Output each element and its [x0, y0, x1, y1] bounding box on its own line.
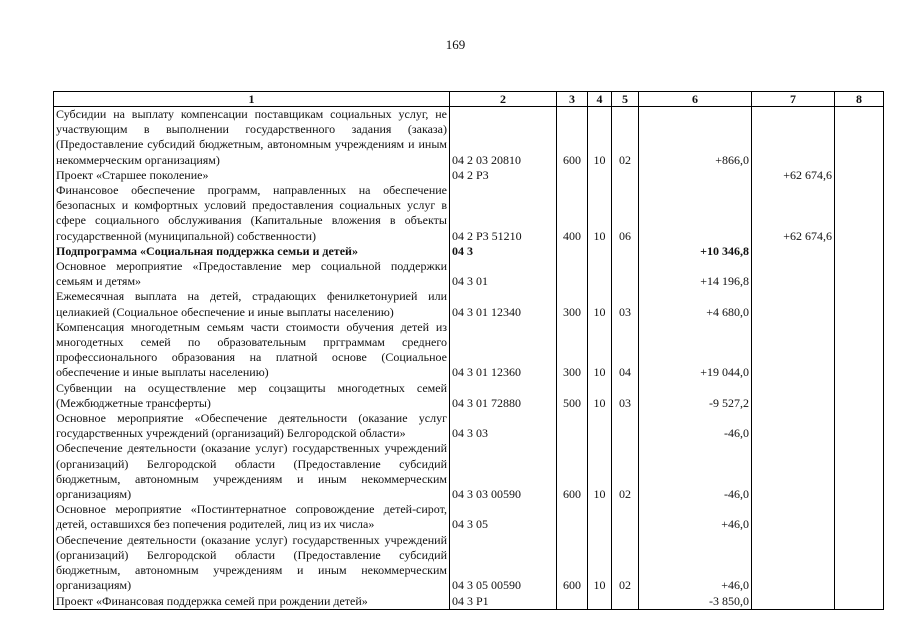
page-number: 169	[445, 37, 466, 52]
row-col-5: 02	[612, 533, 639, 594]
row-col-6: -46,0	[639, 441, 752, 502]
row-name: Основное мероприятие «Предоставление мер социальной поддержки семьям и детям»	[54, 259, 450, 289]
row-code: 04 2 P3 51210	[450, 183, 557, 244]
header-col-5: 5	[612, 92, 639, 107]
row-col-3: 300	[557, 320, 588, 381]
row-col-7	[752, 594, 835, 610]
table-row	[54, 381, 884, 411]
row-code: 04 2 P3	[450, 168, 557, 183]
row-col-6: +46,0	[639, 533, 752, 594]
row-code: 04 3 01 12360	[450, 320, 557, 381]
table-row	[54, 533, 884, 594]
row-col-8	[835, 168, 884, 183]
table-row	[54, 107, 884, 168]
row-name: Проект «Старшее поколение»	[54, 168, 450, 183]
table-row	[54, 289, 884, 319]
row-col-8	[835, 289, 884, 319]
row-col-6: -3 850,0	[639, 594, 752, 610]
row-col-7	[752, 502, 835, 532]
row-code: 04 3 05 00590	[450, 533, 557, 594]
row-name: Финансовое обеспечение программ, направленных на обеспечение безопасных и комфортных условий предоставления социальных услуг в сфере социального обслуживания (Капитальные вложения в объекты государственной (муниципальной) собственности)	[54, 183, 450, 244]
row-code: 04 3 01 12340	[450, 289, 557, 319]
row-col-8	[835, 411, 884, 441]
row-col-4	[588, 502, 612, 532]
row-name: Компенсация многодетным семьям части стоимости обучения детей из многодетных семей по образовательным пргграммам среднего профессионального образования на платной основе (Социальное обеспечение и иные выплаты населению)	[54, 320, 450, 381]
row-col-6: +10 346,8	[639, 244, 752, 259]
row-col-5	[612, 502, 639, 532]
header-col-4: 4	[588, 92, 612, 107]
row-col-8	[835, 244, 884, 259]
row-col-5	[612, 244, 639, 259]
row-col-7: +62 674,6	[752, 168, 835, 183]
row-col-4	[588, 594, 612, 610]
row-col-6: +14 196,8	[639, 259, 752, 289]
row-col-3	[557, 244, 588, 259]
row-col-5: 02	[612, 107, 639, 168]
row-col-6: -9 527,2	[639, 381, 752, 411]
row-name: Субсидии на выплату компенсации поставщикам социальных услуг, не участвующим в выполнении государственного задания (заказа) (Предоставление субсидий бюджетным, автономным учреждениям и иным некоммерческим организациям)	[54, 107, 450, 168]
table-body	[54, 107, 884, 610]
row-col-7	[752, 441, 835, 502]
row-col-6: +46,0	[639, 502, 752, 532]
row-col-8	[835, 502, 884, 532]
row-col-7	[752, 320, 835, 381]
row-col-8	[835, 533, 884, 594]
row-code: 04 3	[450, 244, 557, 259]
row-col-8	[835, 441, 884, 502]
table-row	[54, 594, 884, 610]
row-col-5: 03	[612, 381, 639, 411]
row-col-6: +19 044,0	[639, 320, 752, 381]
row-col-4: 10	[588, 107, 612, 168]
row-col-7	[752, 381, 835, 411]
header-col-6: 6	[639, 92, 752, 107]
table-row	[54, 244, 884, 259]
row-col-7	[752, 259, 835, 289]
row-col-7	[752, 533, 835, 594]
row-col-5: 03	[612, 289, 639, 319]
row-col-3: 600	[557, 107, 588, 168]
header-col-1: 1	[54, 92, 450, 107]
row-col-3	[557, 259, 588, 289]
row-code: 04 2 03 20810	[450, 107, 557, 168]
row-col-8	[835, 594, 884, 610]
table-row	[54, 168, 884, 183]
header-col-7: 7	[752, 92, 835, 107]
row-col-8	[835, 320, 884, 381]
row-col-4	[588, 411, 612, 441]
row-code: 04 3 05	[450, 502, 557, 532]
row-col-7	[752, 107, 835, 168]
row-col-5: 04	[612, 320, 639, 381]
row-col-6: -46,0	[639, 411, 752, 441]
row-code: 04 3 03 00590	[450, 441, 557, 502]
row-col-4	[588, 244, 612, 259]
row-code: 04 3 03	[450, 411, 557, 441]
row-col-4: 10	[588, 441, 612, 502]
row-name: Основное мероприятие «Обеспечение деятельности (оказание услуг государственных учреждений (организаций) Белгородской области»	[54, 411, 450, 441]
row-name: Субвенции на осуществление мер соцзащиты многодетных семей (Межбюджетные трансферты)	[54, 381, 450, 411]
table-row	[54, 441, 884, 502]
row-name: Подпрограмма «Социальная поддержка семьи и детей»	[54, 244, 450, 259]
row-code: 04 3 01 72880	[450, 381, 557, 411]
row-col-8	[835, 107, 884, 168]
row-col-3	[557, 502, 588, 532]
row-col-5	[612, 594, 639, 610]
row-name: Основное мероприятие «Постинтернатное сопровождение детей-сирот, детей, оставшихся без попечения родителей, лиц из их числа»	[54, 502, 450, 532]
row-col-4	[588, 168, 612, 183]
row-col-6	[639, 183, 752, 244]
row-col-6	[639, 168, 752, 183]
table-row	[54, 411, 884, 441]
row-col-7	[752, 244, 835, 259]
table-row	[54, 259, 884, 289]
row-col-6: +866,0	[639, 107, 752, 168]
table-row	[54, 320, 884, 381]
row-col-7	[752, 411, 835, 441]
row-col-3: 600	[557, 533, 588, 594]
header-col-3: 3	[557, 92, 588, 107]
row-col-4: 10	[588, 183, 612, 244]
budget-table	[53, 91, 884, 610]
row-col-4: 10	[588, 533, 612, 594]
row-col-3	[557, 168, 588, 183]
row-col-3: 300	[557, 289, 588, 319]
table-row	[54, 502, 884, 532]
row-col-3	[557, 594, 588, 610]
row-code: 04 3 P1	[450, 594, 557, 610]
header-col-8: 8	[835, 92, 884, 107]
row-col-5	[612, 411, 639, 441]
row-col-8	[835, 381, 884, 411]
row-col-5	[612, 168, 639, 183]
row-col-3: 600	[557, 441, 588, 502]
row-col-5: 02	[612, 441, 639, 502]
row-col-7: +62 674,6	[752, 183, 835, 244]
row-col-4: 10	[588, 289, 612, 319]
row-col-5	[612, 259, 639, 289]
row-name: Проект «Финансовая поддержка семей при рождении детей»	[54, 594, 450, 610]
row-name: Обеспечение деятельности (оказание услуг) государственных учреждений (организаций) Белгородской области (Предоставление субсидий бюджетным, автономным учреждениям и иным некоммерческим организациям)	[54, 441, 450, 502]
table-row	[54, 183, 884, 244]
row-col-4: 10	[588, 381, 612, 411]
row-name: Обеспечение деятельности (оказание услуг) государственных учреждений (организаций) Белгородской области (Предоставление субсидий бюджетным, автономным учреждениям и иным некоммерческим организациям)	[54, 533, 450, 594]
row-col-5: 06	[612, 183, 639, 244]
row-col-7	[752, 289, 835, 319]
row-col-4: 10	[588, 320, 612, 381]
row-name: Ежемесячная выплата на детей, страдающих фенилкетонурией или целиакией (Социальное обеспечение и иные выплаты населению)	[54, 289, 450, 319]
row-col-4	[588, 259, 612, 289]
row-col-8	[835, 183, 884, 244]
header-row	[54, 92, 884, 107]
header-col-2: 2	[450, 92, 557, 107]
row-col-8	[835, 259, 884, 289]
row-col-3: 400	[557, 183, 588, 244]
row-code: 04 3 01	[450, 259, 557, 289]
row-col-3	[557, 411, 588, 441]
row-col-6: +4 680,0	[639, 289, 752, 319]
row-col-3: 500	[557, 381, 588, 411]
